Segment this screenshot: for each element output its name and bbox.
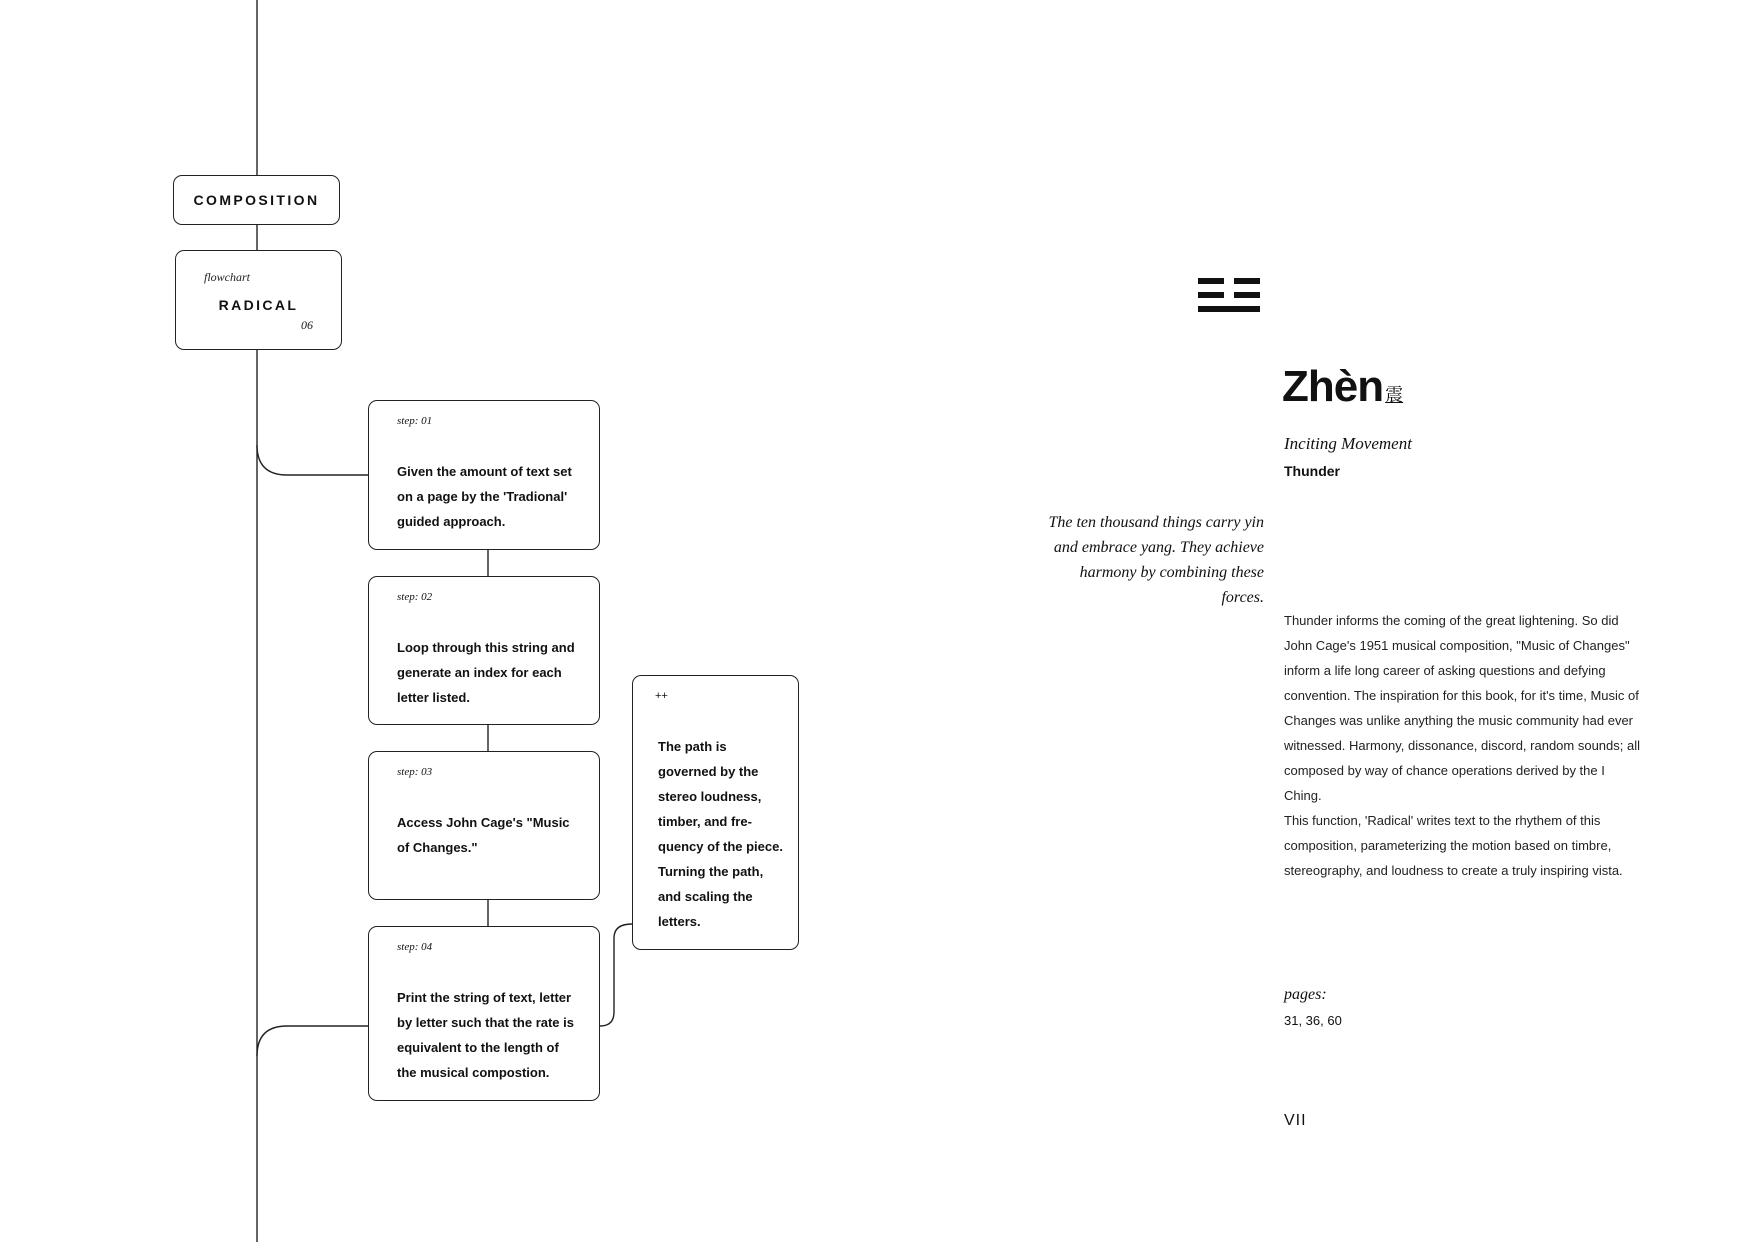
step-label: step: 03 — [397, 766, 433, 778]
branch-to-step-4 — [257, 1026, 368, 1056]
step-label: step: 01 — [397, 415, 433, 427]
step-text: Loop through this string and generate an index for each letter listed. — [397, 640, 575, 705]
step-label: step: 02 — [397, 591, 433, 603]
composition-header-box — [173, 175, 340, 225]
radical-subheader-box — [175, 250, 342, 350]
step-box-4 — [368, 926, 600, 1101]
branch-to-step-1 — [257, 445, 368, 475]
folio-number: VII — [1284, 1112, 1307, 1129]
entry-quote: The ten thousand things carry yin and embrace yang. They achieve harmony by combining these forces. — [1048, 514, 1264, 606]
step-label: step: 04 — [397, 941, 433, 953]
composition-header: COMPOSITION — [193, 192, 320, 208]
pages-label: pages: — [1284, 986, 1327, 1003]
flowchart-number: 06 — [301, 318, 313, 332]
title-chinese-char: 震 — [1385, 385, 1404, 405]
title-name: Zhèn — [1282, 362, 1384, 411]
step-box-1 — [368, 400, 600, 550]
step-box-2 — [368, 576, 600, 725]
side-note-label: ++ — [655, 690, 668, 702]
step-box-3 — [368, 751, 600, 900]
entry-subtitle-bold: Thunder — [1284, 463, 1340, 479]
entry-paragraph-2: This function, 'Radical' writes text to the rhythem of this composition, parameterizing the motion based on timbre, stereography, and loudness to create a truly inspiring vista. — [1284, 813, 1623, 878]
hexagram-zhen-icon — [1198, 278, 1260, 320]
step-text: Given the amount of text set on a page by the 'Tradional' guided approach. — [397, 464, 572, 529]
step-text: Print the string of text, letter by letter such that the rate is equivalent to the length of the musical compostion. — [397, 990, 574, 1080]
side-note-text: The path is governed by the stereo loudness, timber, and fre-quency of the piece. Turning the path, and scaling the letters. — [658, 739, 783, 929]
entry-paragraph-1: Thunder informs the coming of the great lightening. So did John Cage's 1951 musical composition, "Music of Changes" inform a life long career of asking questions and defying convention. The inspiration for this book, for it's time, Music of Changes was unlike anything the music community had ever witnessed. Harmony, dissonance, discord, random sounds; all composed by way of chance operations derived by the I Ching. — [1284, 613, 1640, 803]
branch-step-4-to-note — [600, 924, 632, 1026]
side-note-box — [632, 675, 799, 950]
step-text: Access John Cage's "Music of Changes." — [397, 815, 570, 855]
entry-title — [1282, 362, 1403, 412]
radical-title: RADICAL — [218, 297, 299, 313]
flowchart-tag: flowchart — [204, 270, 251, 284]
pages-value: 31, 36, 60 — [1284, 1013, 1342, 1028]
entry-subtitle-italic: Inciting Movement — [1284, 434, 1412, 453]
